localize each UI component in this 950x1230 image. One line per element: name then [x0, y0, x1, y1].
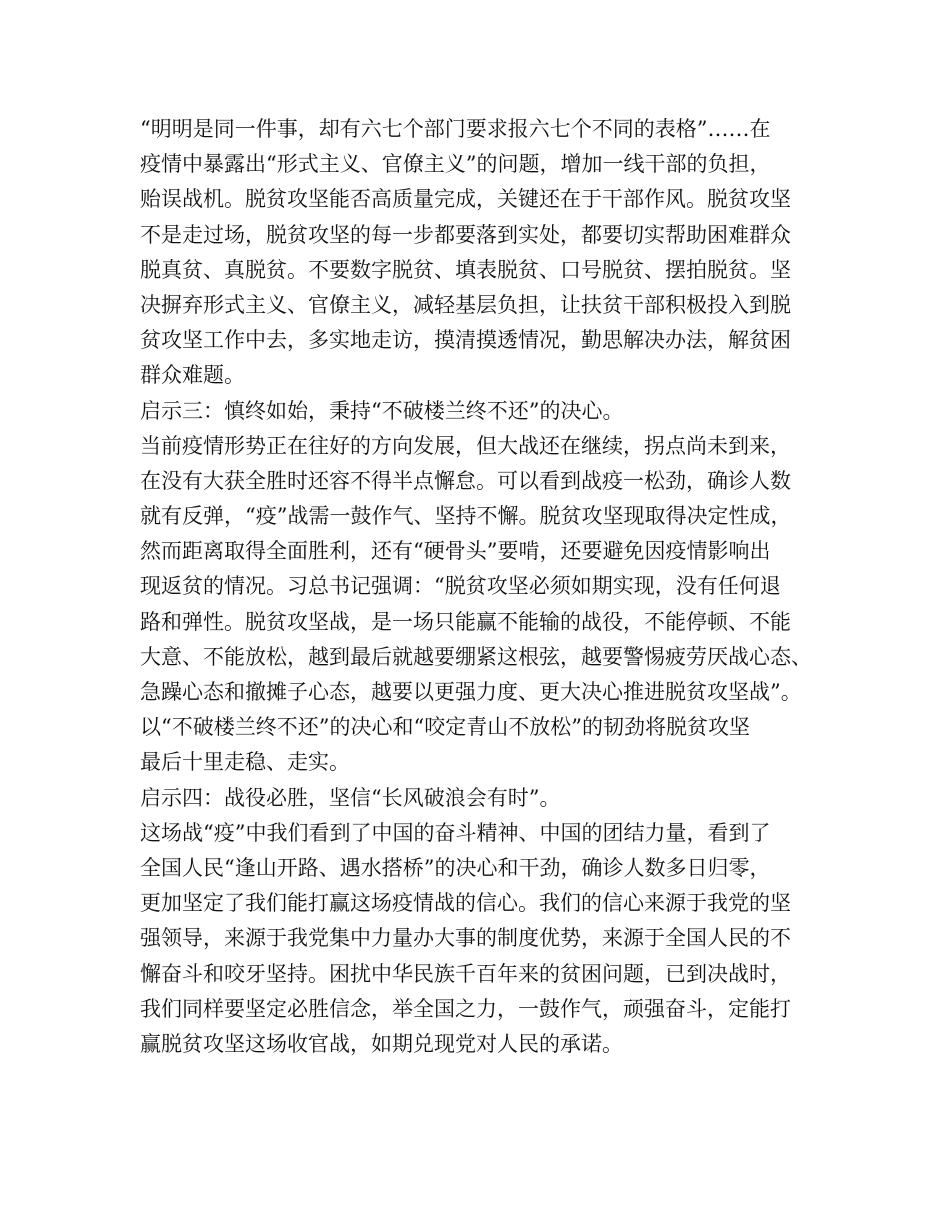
text-line: 强领导，来源于我党集中力量办大事的制度优势，来源于全国人民的不	[140, 926, 791, 951]
section-heading-4: 启示四：战役必胜，坚信“长风破浪会有时”。	[140, 785, 561, 810]
text-line: 大意、不能放松，越到最后就越要绷紧这根弦，越要警惕疲劳厌战心态、	[140, 644, 812, 669]
text-line: 贻误战机。脱贫攻坚能否高质量完成，关键还在于干部作风。脱贫攻坚	[140, 187, 791, 212]
text-line: 当前疫情形势正在往好的方向发展，但大战还在继续，拐点尚未到来，	[140, 433, 791, 458]
text-line: 以“不破楼兰终不还”的决心和“咬定青山不放松”的韧劲将脱贫攻坚	[140, 715, 750, 740]
text-line: 懈奋斗和咬牙坚持。困扰中华民族千百年来的贫困问题，已到决战时，	[140, 961, 791, 986]
text-line: 不是走过场，脱贫攻坚的每一步都要落到实处，都要切实帮助困难群众	[140, 222, 791, 247]
text-line: 群众难题。	[140, 363, 245, 388]
text-line: 决摒弃形式主义、官僚主义，减轻基层负担，让扶贫干部积极投入到脱	[140, 292, 791, 317]
document-body	[140, 112, 830, 1062]
text-line: 然而距离取得全面胜利，还有“硬骨头”要啃，还要避免因疫情影响出	[140, 539, 771, 564]
text-line: 这场战“疫”中我们看到了中国的奋斗精神、中国的团结力量，看到了	[140, 820, 771, 845]
text-line: “明明是同一件事，却有六七个部门要求报六七个不同的表格”……在	[140, 117, 771, 141]
text-line: 更加坚定了我们能打赢这场疫情战的信心。我们的信心来源于我党的坚	[140, 891, 791, 916]
text-line: 在没有大获全胜时还容不得半点懈怠。可以看到战疫一松劲，确诊人数	[140, 468, 791, 493]
text-line: 全国人民“逢山开路、遇水搭桥”的决心和干劲，确诊人数多日归零，	[140, 855, 771, 880]
text-line: 疫情中暴露出“形式主义、官僚主义”的问题，增加一线干部的负担，	[140, 152, 771, 177]
text-line: 我们同样要坚定必胜信念，举全国之力，一鼓作气，顽强奋斗，定能打	[140, 996, 791, 1021]
text-line: 急躁心态和撤摊子心态，越要以更强力度、更大决心推进脱贫攻坚战”。	[140, 680, 802, 704]
text-line: 赢脱贫攻坚这场收官战，如期兑现党对人民的承诺。	[140, 1031, 623, 1056]
text-line: 贫攻坚工作中去，多实地走访，摸清摸透情况，勤思解决办法，解贫困	[140, 328, 791, 353]
text-line: 路和弹性。脱贫攻坚战，是一场只能赢不能输的战役，不能停顿、不能	[140, 609, 791, 634]
text-line: 脱真贫、真脱贫。不要数字脱贫、填表脱贫、口号脱贫、摆拍脱贫。坚	[140, 257, 791, 282]
text-line: 最后十里走稳、走实。	[140, 750, 350, 775]
section-heading-3: 启示三：慎终如始，秉持“不破楼兰终不还”的决心。	[140, 398, 624, 423]
text-line: 就有反弹，“疫”战需一鼓作气、坚持不懈。脱贫攻坚现取得决定性成，	[140, 504, 792, 529]
text-line: 现返贫的情况。习总书记强调：“脱贫攻坚必须如期实现，没有任何退	[140, 574, 781, 599]
